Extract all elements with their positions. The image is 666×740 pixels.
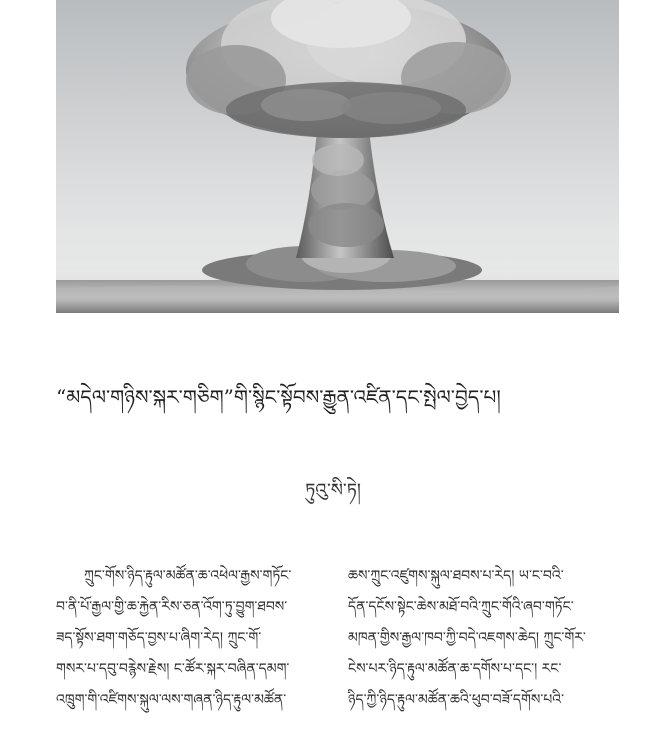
- body-line: མཁན་གྱིས་རྒྱལ་ཁབ་ཀྱི་བདེ་འཇགས་ཆེད། ཀྲུང་གོར་: [348, 630, 586, 646]
- body-line: ཉིད་ཀྱི་ཉིད་རྟུལ་མཚོན་ཆའི་ཕུབ་བཟོ་དགོས་པའི་: [348, 692, 565, 708]
- article-title: “མདེལ་གཉིས་སྐར་གཅིག”གི་སྙིང་སྟོབས་རྒྱུན་འཛིན་དང་སྤེལ་བྱེད་པ།: [56, 385, 501, 409]
- mushroom-cloud-photo: [56, 0, 619, 313]
- body-line: ཀྲུང་གོས་ཉིད་རྟུལ་མཚོན་ཆ་འཕེལ་རྒྱས་གཏོང་: [84, 568, 292, 584]
- body-line: ཟད་སྟོས་ཐག་གཅོད་བྱས་པ་ཞིག་རེད། ཀྲུང་གོ་: [56, 630, 262, 646]
- body-line: བ་ནི་པོ་རྒྱལ་གྱི་ཆ་རྐྱེན་རིས་ཅན་འོག་ཏུ་བྱུག་ཐབས་: [56, 599, 288, 615]
- article-author: ཏུའུ་སི་ཏེ།: [305, 480, 361, 501]
- body-line: ཆས་ཀྲུང་འཛུགས་སྐུལ་ཐབས་པ་རེད། ཡ་ང་བའི་: [348, 568, 564, 584]
- body-line: གསར་པ་དབུ་བརྙེས་རྗེས། ང་ཚོར་སྐར་བཞིན་དམག་: [56, 661, 290, 677]
- body-column-left: [56, 561, 319, 716]
- mushroom-cloud-illustration: [56, 0, 619, 313]
- body-line: ངེས་པར་ཉིད་རྟུལ་མཚོན་ཆ་དགོས་པ་དང་། རང་: [348, 661, 562, 677]
- body-line: དོན་དངོས་སྟེང་ཆེས་མཐོ་བའི་ཀྲུང་གོའི་ཞབ་གཏོང་: [348, 599, 574, 615]
- body-column-right: [348, 561, 611, 716]
- body-line: འཁྲུག་གི་འཛིགས་སྐུལ་ལས་གཞན་ཉིད་རྟུལ་མཚོན་: [56, 692, 287, 708]
